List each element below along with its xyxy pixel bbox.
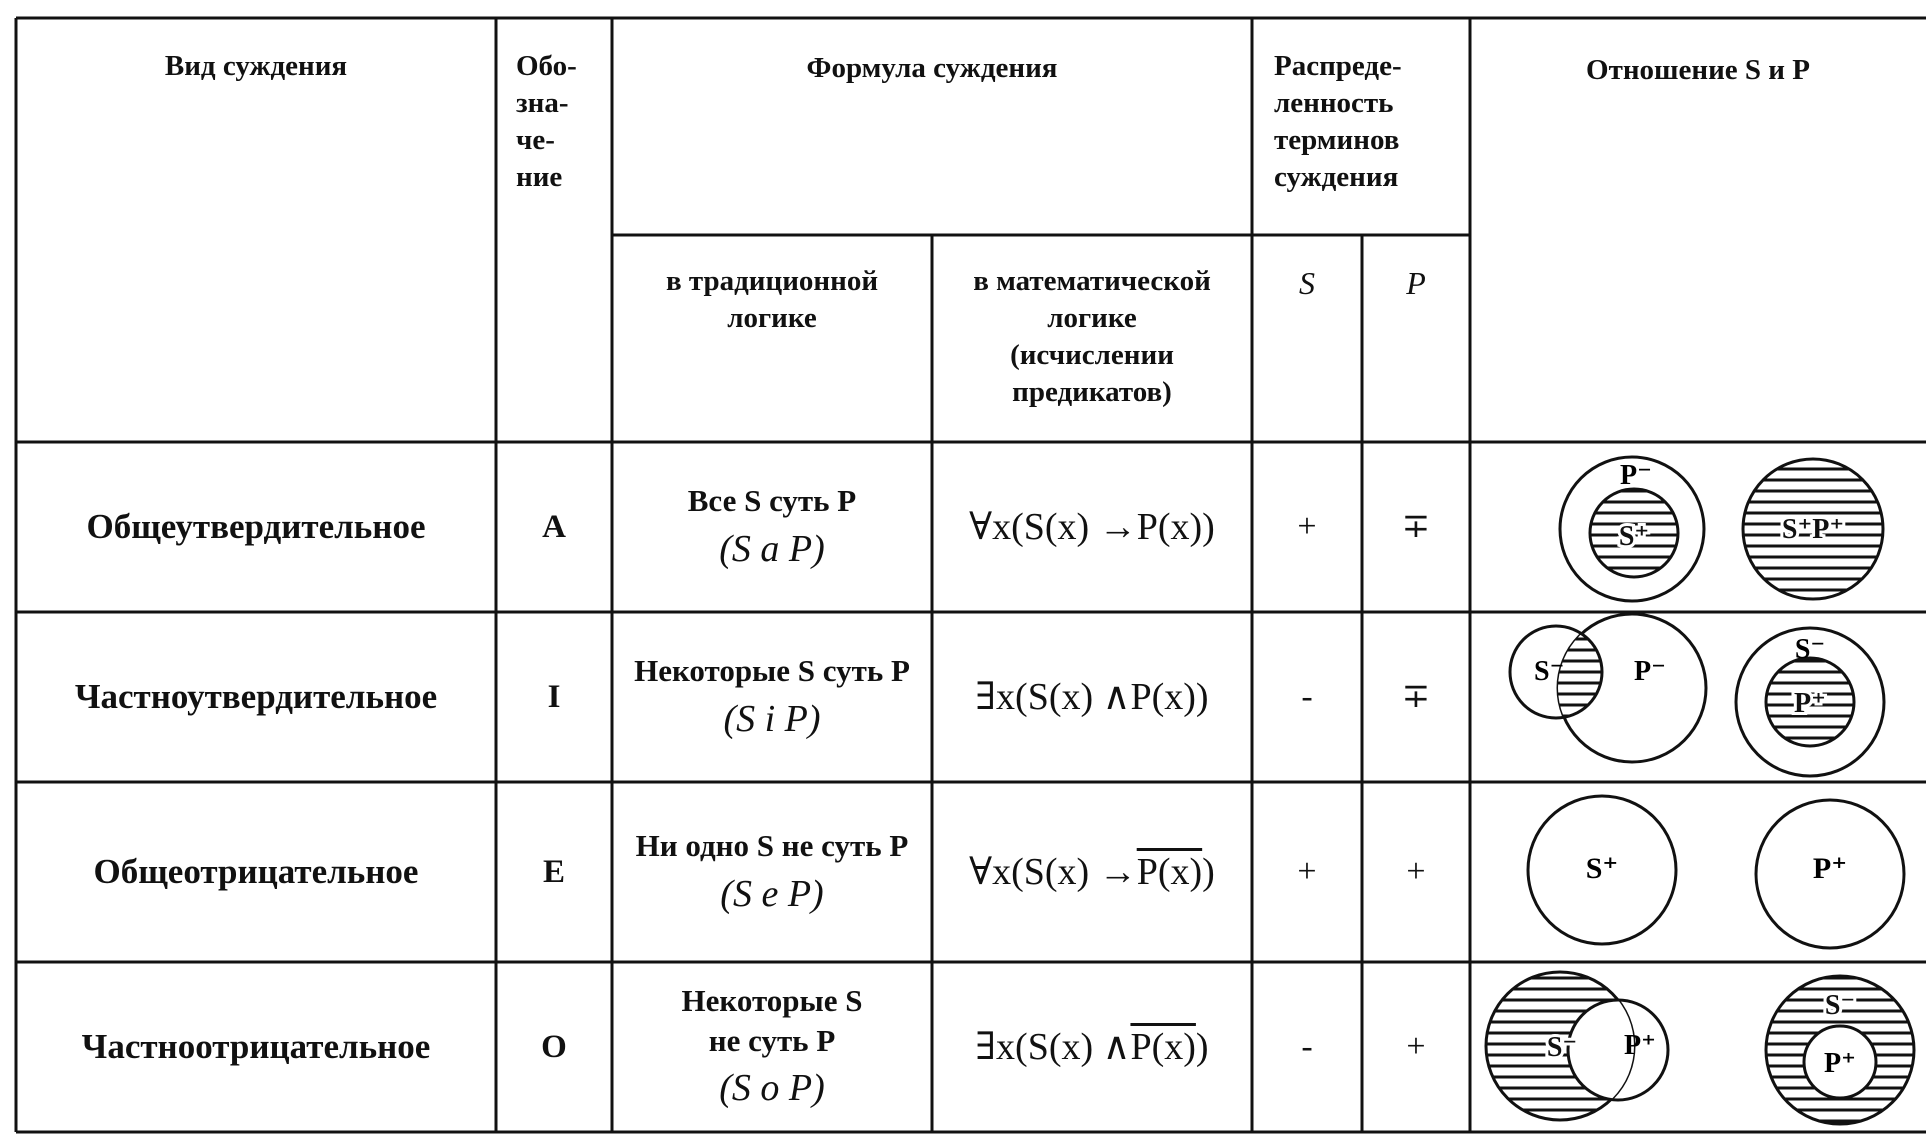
row-a-math [932,442,1252,612]
row-i-venn [1470,612,1926,782]
venn-label-p: P⁺ [1624,1030,1656,1061]
row-a-traditional [612,442,932,612]
venn-label-p: P⁺ [1812,852,1848,885]
row-a-math-suffix: ) [1202,505,1215,548]
row-a-trad-symbol: (S a P) [719,527,825,570]
row-o-letter-text: O [541,1028,567,1065]
venn-label-p: P⁻ [1634,656,1666,687]
header-dist-s-label: S [1299,265,1315,301]
row-i-dist-s [1252,612,1362,782]
header-relation [1470,18,1926,442]
row-e-dist-s-text: + [1297,853,1317,891]
header-dist-p-label: P [1406,265,1426,301]
header-distribution [1252,18,1470,235]
row-e-kind-text: Общеотрицательное [93,851,419,891]
row-a-dist-s-text: + [1297,508,1317,546]
row-i-trad-symbol: (S i P) [723,697,821,740]
row-i-letter [496,612,612,782]
row-e-dist-p [1362,782,1470,962]
header-formula [612,18,1252,235]
row-a-trad-text: Все S суть P [687,482,857,518]
row-i-letter-text: I [547,678,561,715]
venn-label-s: S⁺ [1618,521,1650,552]
row-e-traditional [612,782,932,962]
header-traditional-label: в традиционной логике [665,265,879,335]
row-o-math-prefix: ∃x(S(x) ∧ [975,1025,1131,1068]
row-e-math-neg: P(x) [1136,850,1203,893]
row-o-dist-p [1362,962,1470,1132]
venn-label-s: S⁻ [1534,656,1565,687]
row-a-dist-s [1252,442,1362,612]
row-a-letter-text: A [542,508,566,545]
row-e-math-suffix: ) [1202,850,1215,893]
venn-label-p-inner: P⁺ [1824,1048,1856,1079]
row-o-venn [1470,962,1926,1132]
header-dist-s [1252,235,1362,442]
header-mathematical [932,235,1252,442]
venn-label-s-outer: S⁻ [1794,634,1826,665]
header-dist-p [1362,235,1470,442]
header-relation-label: Отношение S и P [1586,54,1810,86]
row-i-math-pos: P(x) [1130,675,1196,718]
row-e-venn [1470,782,1926,962]
header-mathematical-label: в математической логике (исчислении предикатов) [973,265,1211,409]
row-a-kind-text: Общеутвердительное [86,506,426,546]
row-i-dist-s-text: - [1301,678,1313,716]
row-o-traditional [612,962,932,1132]
row-o-math-suffix: ) [1195,1025,1209,1068]
row-o-dist-p-text: + [1406,1028,1426,1066]
header-formula-label: Формула суждения [806,52,1058,84]
venn-label-s-outer: S⁻ [1824,990,1856,1021]
row-i-math-suffix: ) [1195,675,1209,718]
row-o-kind-text: Частноотрицательное [81,1026,431,1066]
row-i-math [932,612,1252,782]
row-a-dist-p-text: ∓ [1401,508,1431,546]
venn-label-s: S⁺ [1585,852,1619,885]
row-o-math-neg: P(x) [1130,1025,1196,1068]
row-a-kind [16,442,496,612]
row-e-letter-text: E [542,853,565,890]
venn-label-sp: S⁺P⁺ [1781,514,1845,545]
row-e-kind [16,782,496,962]
row-i-dist-p [1362,612,1470,782]
row-i-dist-p-text: ∓ [1401,678,1431,716]
row-i-kind-text: Частноутвердительное [74,676,438,716]
row-e-letter [496,782,612,962]
header-designation [496,18,612,442]
row-o-trad-text: Некоторые S не суть P [681,983,863,1058]
header-kind-label: Вид суждения [164,50,348,82]
venn-label-s: S⁻ [1546,1032,1578,1063]
venn-label-p-inner: P⁺ [1794,688,1826,719]
row-a-dist-p [1362,442,1470,612]
row-o-letter [496,962,612,1132]
row-o-dist-s-text: - [1301,1028,1313,1066]
row-e-dist-s [1252,782,1362,962]
row-e-math-prefix: ∀x(S(x) → [969,850,1137,893]
row-i-math-prefix: ∃x(S(x) ∧ [975,675,1131,718]
row-o-math [932,962,1252,1132]
row-i-traditional [612,612,932,782]
row-i-trad-text: Некоторые S суть P [634,652,910,688]
header-traditional [612,235,932,442]
row-i-kind [16,612,496,782]
row-a-venn [1470,442,1926,612]
row-o-trad-symbol: (S o P) [719,1067,825,1110]
row-e-trad-symbol: (S e P) [720,872,824,915]
row-e-dist-p-text: + [1406,853,1426,891]
row-a-math-prefix: ∀x(S(x) → [969,505,1137,548]
row-e-trad-text: Ни одно S не суть P [635,827,909,863]
row-o-dist-s [1252,962,1362,1132]
row-e-math [932,782,1252,962]
header-designation-label: Обо- зна- че- ние [516,50,577,194]
venn-label-p: P⁻ [1620,460,1652,491]
header-distribution-label: Распреде- ленность терминов суждения [1274,50,1402,194]
row-a-math-pos: P(x) [1136,505,1203,548]
row-o-kind [16,962,496,1132]
row-a-letter [496,442,612,612]
header-kind [16,18,496,442]
